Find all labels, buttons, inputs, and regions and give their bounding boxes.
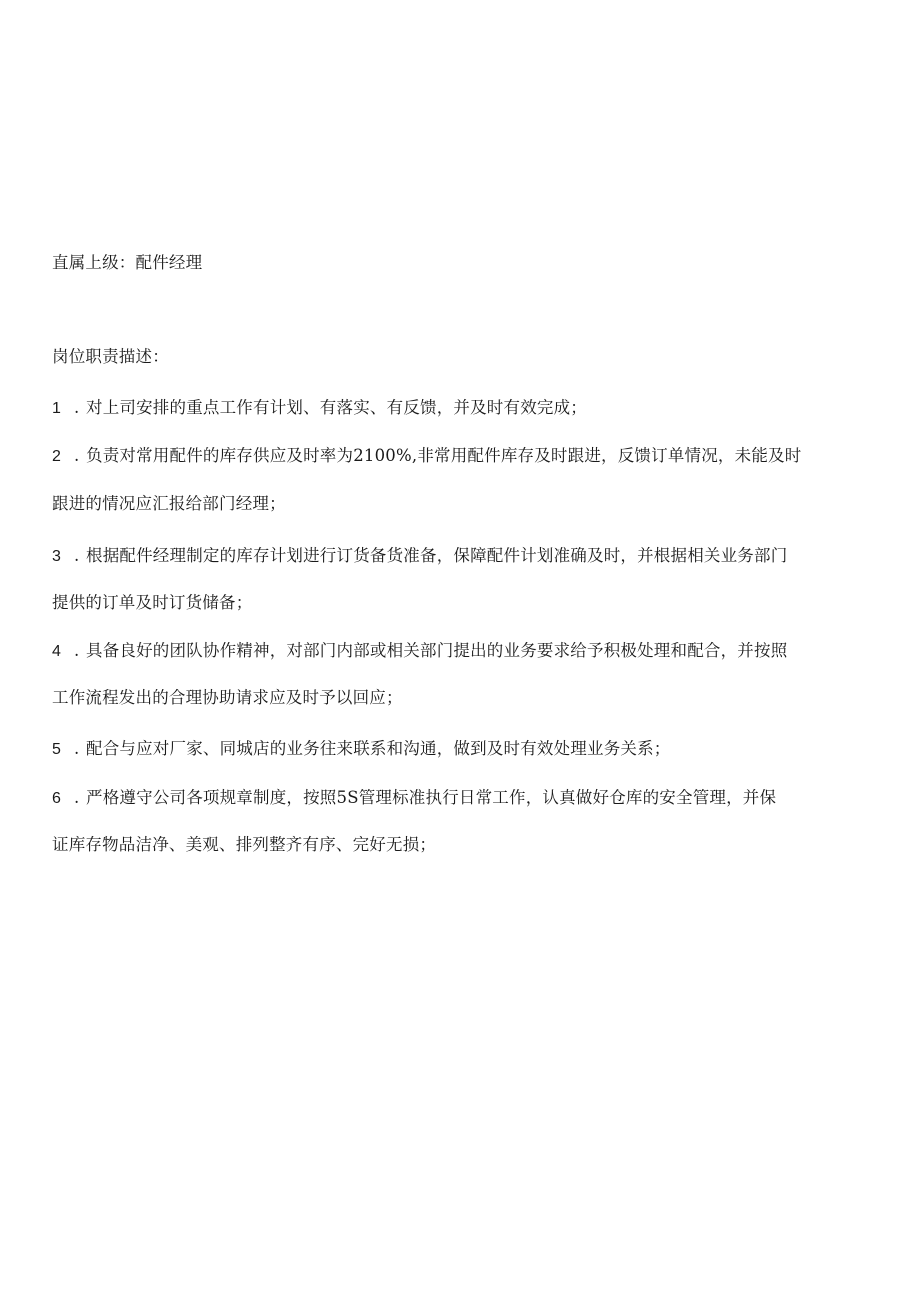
duty-text: 根据配件经理制定的库存计划进行订货备货准备，保障配件计划准确及时，并根据相关业务部门 [86, 546, 788, 565]
duty-number: 5 [52, 741, 62, 758]
duty-number: 4 [52, 643, 62, 660]
duty-item-3: 3 . 根据配件经理制定的库存计划进行订货备货准备，保障配件计划准确及时，并根据相关业务部门 [52, 545, 787, 568]
duties-heading: 岗位职责描述： [52, 347, 169, 366]
duty-text: 严格遵守公司各项规章制度，按照5S管理标准执行日常工作，认真做好仓库的安全管理，并保 [86, 788, 777, 807]
duty-number: 3 [52, 548, 62, 565]
duty-item-4-continuation: 工作流程发出的合理协助请求应及时予以回应； [52, 688, 403, 707]
duty-item-5: 5 . 配合与应对厂家、同城店的业务往来联系和沟通，做到及时有效处理业务关系； [52, 738, 671, 761]
duty-text: 对上司安排的重点工作有计划、有落实、有反馈，并及时有效完成； [86, 398, 587, 417]
duty-number: 2 [52, 448, 62, 465]
duty-item-4: 4 . 具备良好的团队协作精神，对部门内部或相关部门提出的业务要求给予积极处理和配合，并按照 [52, 640, 787, 663]
duty-text: 配合与应对厂家、同城店的业务往来联系和沟通，做到及时有效处理业务关系； [86, 739, 671, 758]
duty-number: 1 [52, 400, 62, 417]
duty-item-2: 2 . 负责对常用配件的库存供应及时率为2100%,非常用配件库存及时跟进，反馈订单情况，未能及时 [52, 445, 801, 468]
duty-text: 负责对常用配件的库存供应及时率为2100%,非常用配件库存及时跟进，反馈订单情况，未能及时 [86, 446, 802, 465]
duty-item-6: 6 . 严格遵守公司各项规章制度，按照5S管理标准执行日常工作，认真做好仓库的安全管理，并保 [52, 787, 776, 810]
duty-number: 6 [52, 790, 62, 807]
duty-item-1: 1 . 对上司安排的重点工作有计划、有落实、有反馈，并及时有效完成； [52, 397, 587, 420]
duty-text: 具备良好的团队协作精神，对部门内部或相关部门提出的业务要求给予积极处理和配合，并按照 [86, 641, 788, 660]
duty-item-3-continuation: 提供的订单及时订货储备； [52, 593, 253, 612]
supervisor-line: 直属上级：配件经理 [52, 253, 203, 272]
duty-item-6-continuation: 证库存物品洁净、美观、排列整齐有序、完好无损； [52, 835, 437, 854]
duty-item-2-continuation: 跟进的情况应汇报给部门经理； [52, 494, 286, 513]
